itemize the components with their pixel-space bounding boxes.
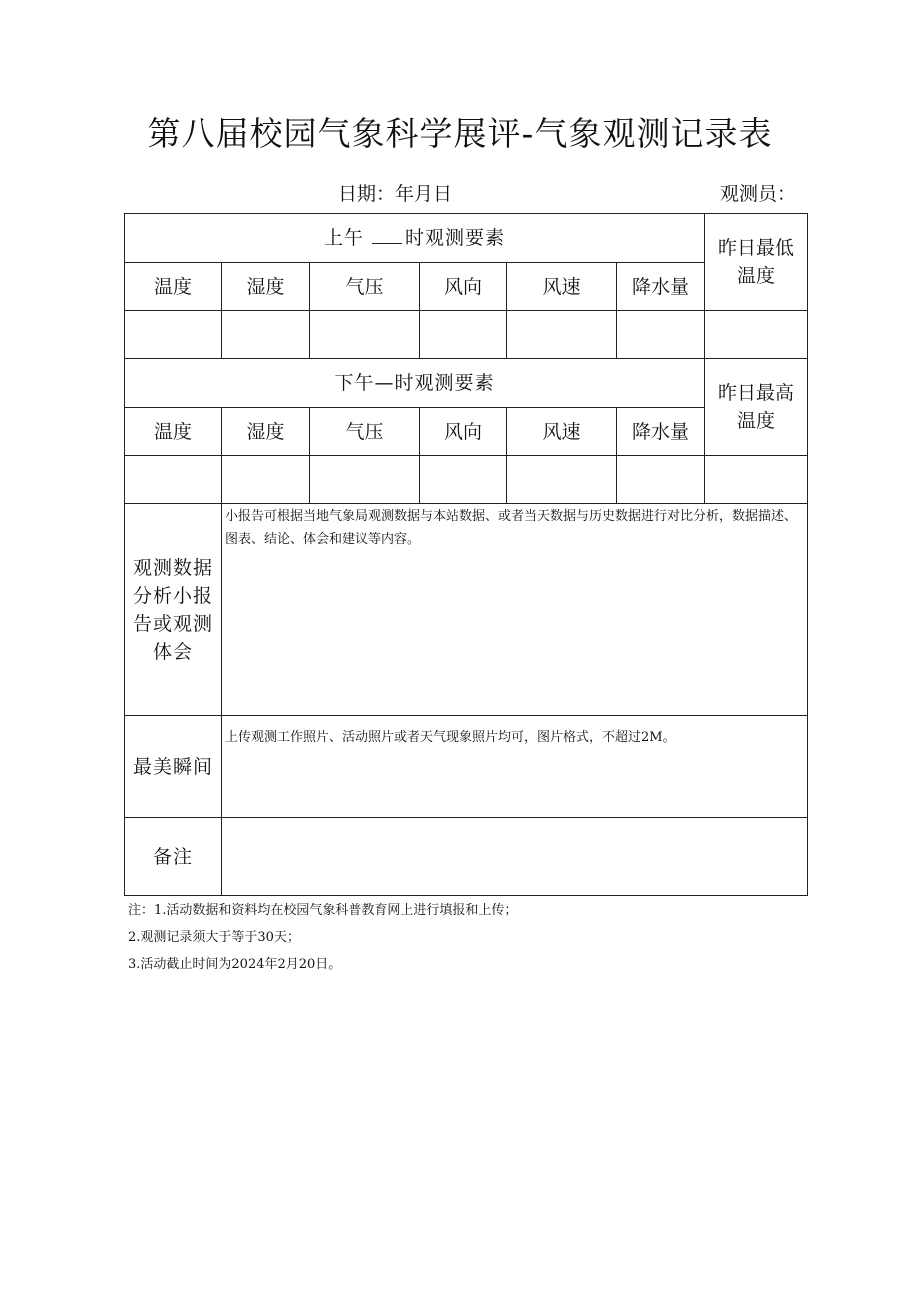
col-header-wind-speed: 风速 [507,263,617,311]
analysis-input-area[interactable] [222,504,808,716]
morning-title-row [125,214,808,263]
afternoon-humidity-cell[interactable] [222,456,310,504]
morning-title-prefix: 上午 [324,227,365,249]
analysis-label-text: 观测数据分析小报告或观测体会 [132,556,213,663]
prev-min-temp-label [705,214,808,311]
remarks-input-area[interactable] [222,818,808,896]
prev-max-temp-cell[interactable] [705,456,808,504]
observer-label: 观测员： [720,183,797,205]
col-header-precipitation: 降水量 [617,408,705,456]
col-header-pressure: 气压 [310,408,420,456]
col-header-wind-direction: 风向 [420,408,507,456]
col-header-humidity: 湿度 [222,408,310,456]
remarks-label: 备注 [125,818,222,896]
form-title: 第八届校园气象科学展评-气象观测记录表 [147,114,773,153]
moment-upload-area[interactable] [222,716,808,818]
afternoon-wind-speed-cell[interactable] [507,456,617,504]
afternoon-temperature-cell[interactable] [125,456,222,504]
col-header-wind-speed: 风速 [507,408,617,456]
observation-table [124,213,808,896]
hour-blank[interactable] [372,225,402,244]
afternoon-precipitation-cell[interactable] [617,456,705,504]
prev-max-temp-label [705,359,808,456]
morning-temperature-cell[interactable] [125,311,222,359]
morning-pressure-cell[interactable] [310,311,420,359]
afternoon-pressure-cell[interactable] [310,456,420,504]
morning-title-suffix: 时观测要素 [405,227,506,249]
morning-humidity-cell[interactable] [222,311,310,359]
footnotes [128,897,517,978]
footnote-1: 注：1.活动数据和资料均在校园气象科普教育网上进行填报和上传； [128,903,518,918]
prev-min-temp-text: 昨日最低温度 [718,237,795,287]
morning-wind-speed-cell[interactable] [507,311,617,359]
col-header-wind-direction: 风向 [420,263,507,311]
col-header-pressure: 气压 [310,263,420,311]
analysis-label [125,504,222,716]
analysis-row [125,504,808,716]
afternoon-input-row [125,456,808,504]
prev-max-temp-text: 昨日最高温度 [718,382,795,432]
afternoon-section-title: 下午—时观测要素 [125,359,705,408]
moment-label: 最美瞬间 [125,716,222,818]
col-header-humidity: 湿度 [222,263,310,311]
footnote-2: 2.观测记录须大于等于30天； [128,930,300,945]
col-header-temperature: 温度 [125,263,222,311]
col-header-precipitation: 降水量 [617,263,705,311]
morning-wind-direction-cell[interactable] [420,311,507,359]
footnote-3: 3.活动截止时间为2024年2月20日。 [128,957,342,972]
analysis-hint: 小报告可根据当地气象局观测数据与本站数据、或者当天数据与历史数据进行对比分析，数据描述、图表、结论、体会和建议等内容。 [225,509,798,547]
moment-hint: 上传观测工作照片、活动照片或者天气现象照片均可，图片格式，不超过2M。 [225,730,676,745]
afternoon-title-row [125,359,808,408]
morning-precipitation-cell[interactable] [617,311,705,359]
prev-min-temp-cell[interactable] [705,311,808,359]
afternoon-wind-direction-cell[interactable] [420,456,507,504]
morning-section-title [125,214,705,263]
remarks-row [125,818,808,896]
moment-row [125,716,808,818]
col-header-temperature: 温度 [125,408,222,456]
morning-input-row [125,311,808,359]
date-label: 日期：年月日 [338,183,453,205]
